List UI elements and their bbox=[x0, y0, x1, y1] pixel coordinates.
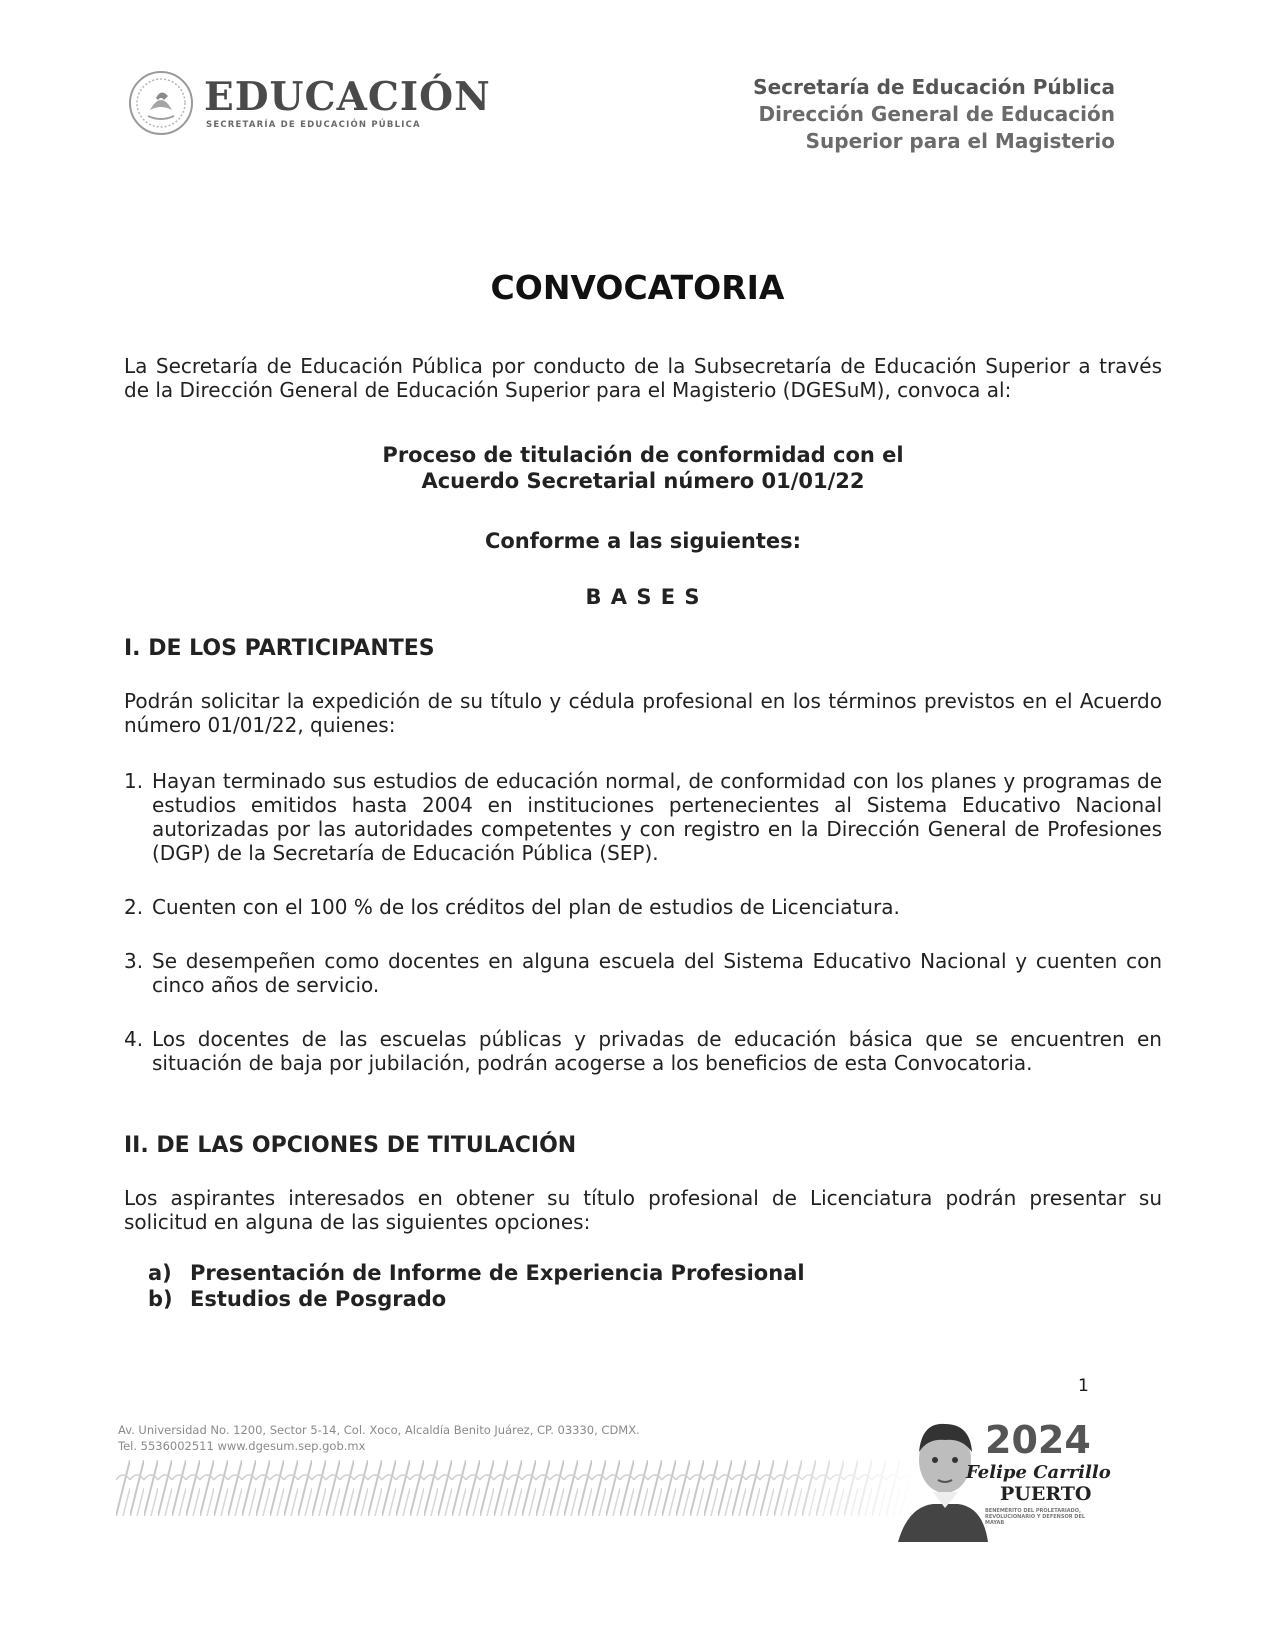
list-item-number: 4. bbox=[124, 1027, 144, 1051]
sep-logo bbox=[128, 70, 491, 140]
list-item-number: 3. bbox=[124, 949, 144, 973]
national-seal-icon bbox=[128, 70, 194, 136]
organization-header bbox=[753, 74, 1115, 155]
document-title: CONVOCATORIA bbox=[490, 268, 785, 307]
list-item bbox=[124, 1260, 1162, 1286]
bases-heading: B A S E S bbox=[585, 585, 701, 609]
logo-subtitle: SECRETARÍA DE EDUCACIÓN PÚBLICA bbox=[206, 120, 421, 130]
process-line-1: Proceso de titulación de conformidad con el bbox=[382, 443, 904, 467]
org-line-1: Secretaría de Educación Pública bbox=[753, 75, 1115, 99]
intro-paragraph: La Secretaría de Educación Pública por conducto de la Subsecretaría de Educación Superior a través de la Dirección General de Educación Superior para el Magisterio (DGESuM), convoca al: bbox=[124, 354, 1162, 402]
participants-list bbox=[124, 769, 1162, 1075]
section-1-intro: Podrán solicitar la expedición de su título y cédula profesional en los términos previstos en el Acuerdo número 01/01/22, quienes: bbox=[124, 689, 1162, 737]
list-item-text: Los docentes de las escuelas públicas y privadas de educación básica que se encuentren en situación de baja por jubilación, podrán acogerse a los beneficios de esta Convocatoria. bbox=[152, 1027, 1162, 1075]
list-item-number: 1. bbox=[124, 769, 144, 793]
org-line-2: Dirección General de Educación bbox=[758, 102, 1115, 126]
list-item-text: Cuenten con el 100 % de los créditos del plan de estudios de Licenciatura. bbox=[152, 895, 900, 919]
list-item bbox=[124, 769, 1162, 865]
titulation-options-list bbox=[124, 1260, 1162, 1312]
list-item bbox=[124, 895, 1162, 919]
option-text: Presentación de Informe de Experiencia Profesional bbox=[190, 1261, 805, 1285]
list-item bbox=[124, 949, 1162, 997]
list-item-text: Se desempeñen como docentes en alguna escuela del Sistema Educativo Nacional y cuenten con cinco años de servicio. bbox=[152, 949, 1162, 997]
org-line-3: Superior para el Magisterio bbox=[805, 129, 1115, 153]
document-body bbox=[124, 354, 1162, 1312]
footer-contact bbox=[118, 1422, 640, 1454]
option-letter: b) bbox=[148, 1287, 173, 1311]
badge-name-puerto: PUERTO bbox=[1000, 1483, 1092, 1505]
list-item bbox=[124, 1027, 1162, 1075]
footer-phone-web: Tel. 5536002511 www.dgesum.sep.gob.mx bbox=[118, 1439, 366, 1453]
option-text: Estudios de Posgrado bbox=[190, 1287, 447, 1311]
decorative-pattern-icon bbox=[116, 1460, 916, 1516]
badge-small-caption: BENEMÉRITO DEL PROLETARIADO, REVOLUCIONARIO Y DEFENSOR DEL MAYAB bbox=[985, 1508, 1086, 1526]
section-2-intro: Los aspirantes interesados en obtener su título profesional de Licenciatura podrán presentar su solicitud en alguna de las siguientes opciones: bbox=[124, 1186, 1162, 1234]
badge-name-felipe: Felipe Carrillo bbox=[966, 1462, 1111, 1483]
list-item-text: Hayan terminado sus estudios de educación normal, de conformidad con los planes y programas de estudios emitidos hasta 2004 en instituciones pertenecientes al Sistema Educativo Nacional autorizadas por las autoridades competentes y con registro en la Dirección General de Profesiones (DGP) de la Secretaría de Educación Pública (SEP). bbox=[152, 769, 1162, 865]
page-number: 1 bbox=[1078, 1376, 1089, 1396]
footer-address: Av. Universidad No. 1200, Sector 5-14, Col. Xoco, Alcaldía Benito Juárez, CP. 03330, CDMX. bbox=[118, 1423, 640, 1437]
conforme-heading: Conforme a las siguientes: bbox=[484, 529, 802, 553]
list-item bbox=[124, 1286, 1162, 1312]
list-item-number: 2. bbox=[124, 895, 144, 919]
process-line-2: Acuerdo Secretarial número 01/01/22 bbox=[421, 469, 865, 493]
option-letter: a) bbox=[148, 1261, 172, 1285]
logo-wordmark: EDUCACIÓN bbox=[204, 74, 491, 120]
section-2-heading: II. DE LAS OPCIONES DE TITULACIÓN bbox=[124, 1133, 577, 1158]
section-1-heading: I. DE LOS PARTICIPANTES bbox=[124, 636, 435, 661]
badge-year: 2024 bbox=[985, 1418, 1091, 1462]
